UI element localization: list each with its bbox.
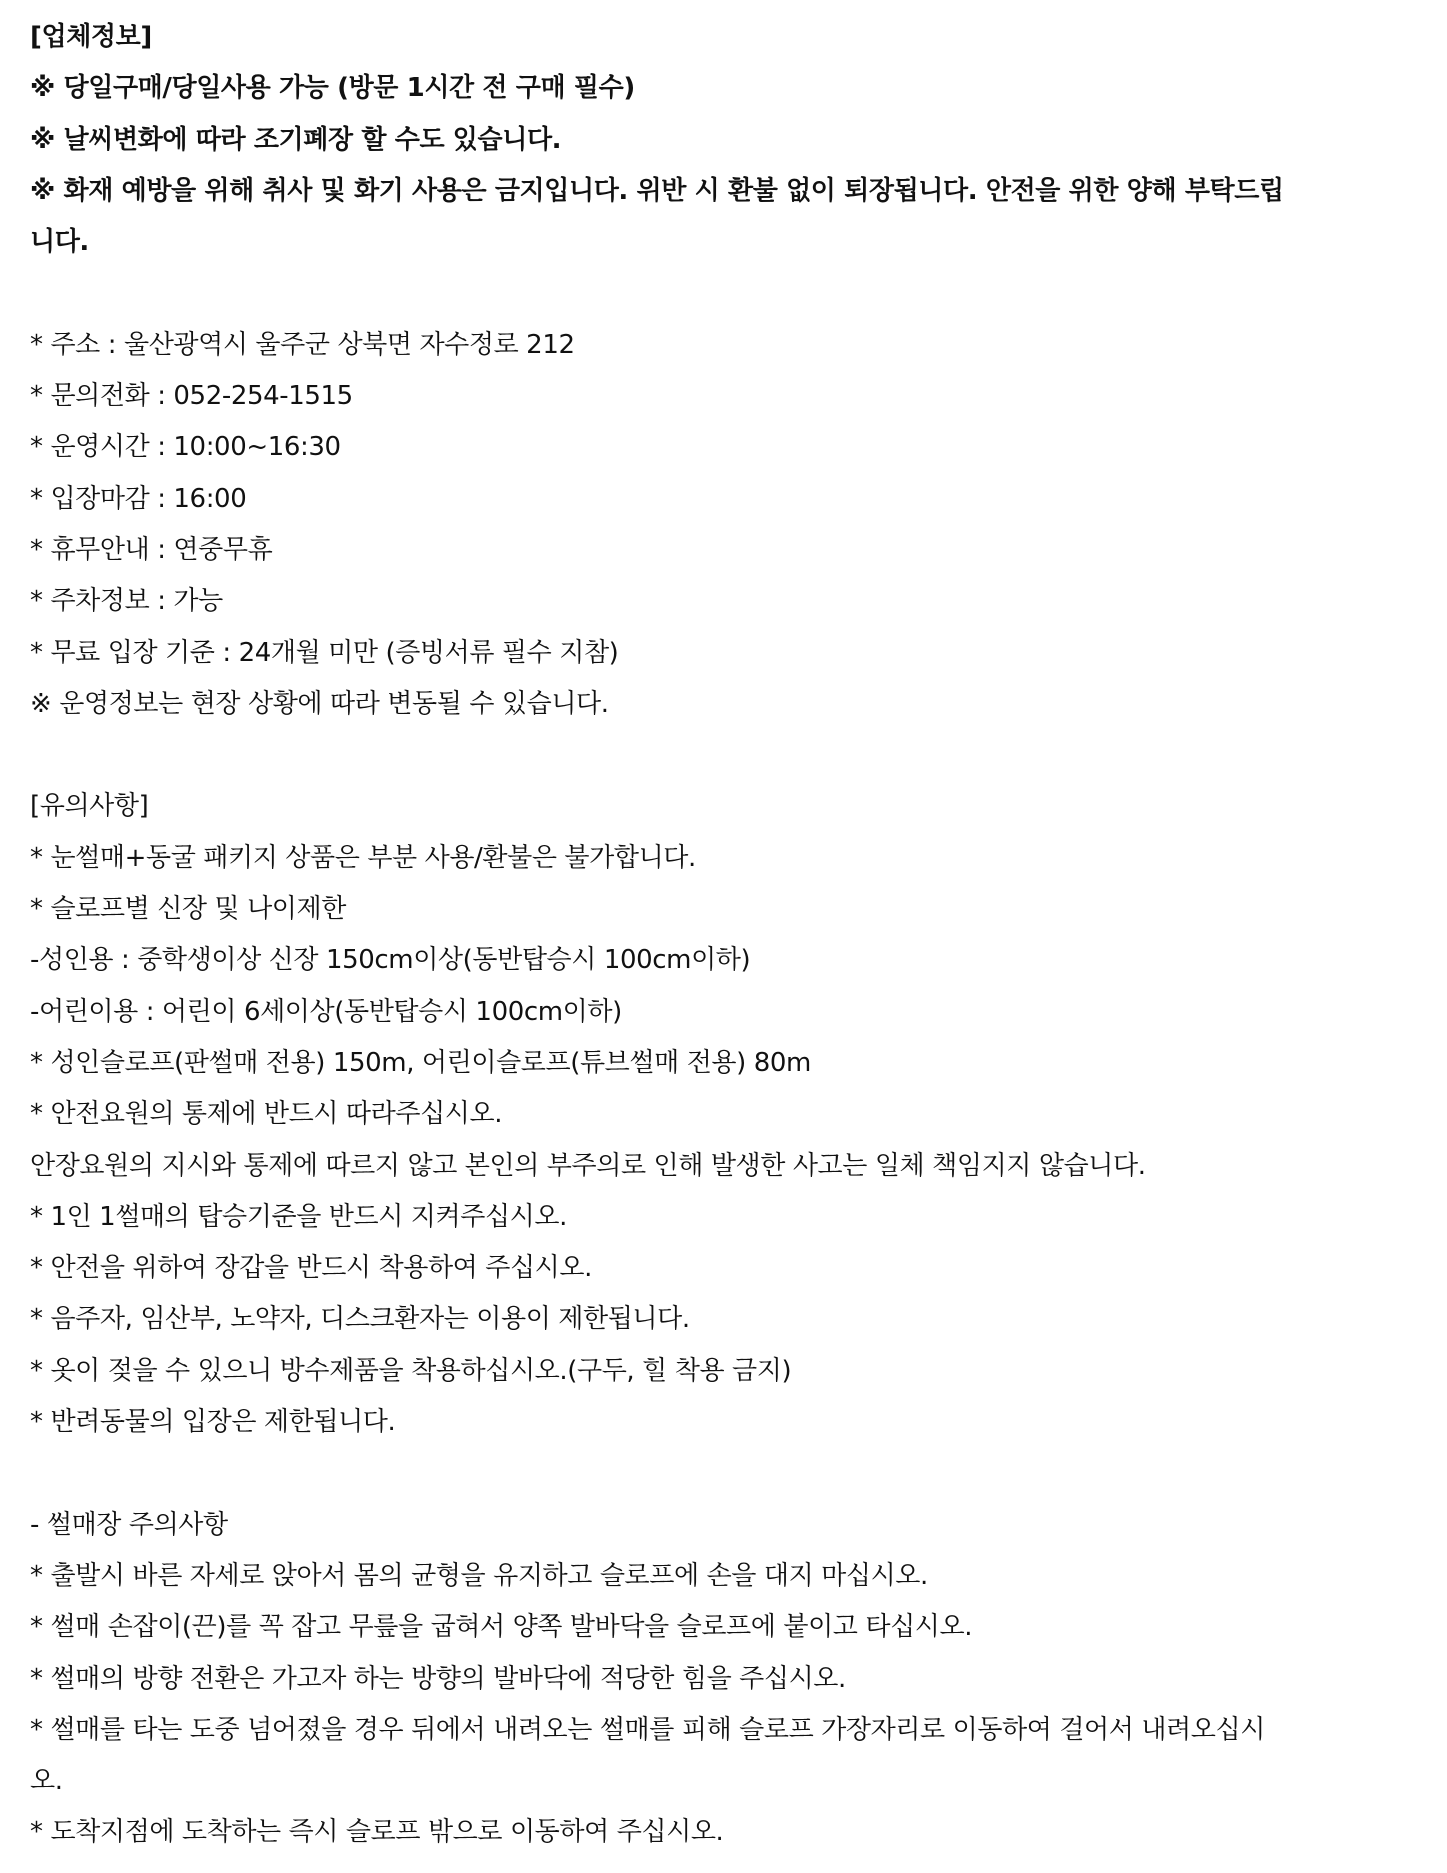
sled-precaution-line: * 썰매를 타는 도중 넘어졌을 경우 뒤에서 내려오는 썰매를 피해 슬로프 가장자리로 이동하여 걸어서 내려오십시 — [30, 1714, 1265, 1745]
sled-precaution-line: * 썰매 손잡이(끈)를 꼭 잡고 무릎을 굽혀서 양쪽 발바닥을 슬로프에 붙이고 타십시오. — [30, 1612, 973, 1643]
spacer — [30, 268, 1330, 319]
precaution-line: * 음주자, 임산부, 노약자, 디스크환자는 이용이 제한됩니다. — [30, 1304, 690, 1335]
precaution-line: * 안전요원의 통제에 반드시 따라주십시오. — [30, 1099, 503, 1130]
spacer — [30, 730, 1330, 781]
precaution-line: 안장요원의 지시와 통제에 따르지 않고 본인의 부주의로 인해 발생한 사고는 일체 책임지지 않습니다. — [30, 1150, 1146, 1181]
notice-line: ※ 날씨변화에 따라 조기폐장 할 수도 있습니다. — [30, 124, 562, 155]
section-header-precautions: [유의사항] — [30, 791, 149, 822]
info-line-notice: ※ 운영정보는 현장 상황에 따라 변동될 수 있습니다. — [30, 688, 609, 719]
section-header-sled-precautions: - 썰매장 주의사항 — [30, 1509, 228, 1540]
info-line-parking: * 주차정보 : 가능 — [30, 586, 223, 617]
notice-line: 니다. — [30, 227, 89, 258]
sled-precaution-line: * 도착지점에 도착하는 즉시 슬로프 밖으로 이동하여 주십시오. — [30, 1817, 724, 1848]
info-line-phone: * 문의전화 : 052-254-1515 — [30, 381, 353, 412]
precaution-line: * 성인슬로프(판썰매 전용) 150m, 어린이슬로프(튜브썰매 전용) 80m — [30, 1047, 811, 1078]
sled-precaution-line: 오. — [30, 1766, 63, 1797]
precaution-line: * 안전을 위하여 장갑을 반드시 착용하여 주십시오. — [30, 1253, 592, 1284]
info-line-address: * 주소 : 울산광역시 울주군 상북면 자수정로 212 — [30, 329, 575, 360]
precaution-line: * 슬로프별 신장 및 나이제한 — [30, 894, 346, 925]
section-header-company-info: [업체정보] — [30, 22, 152, 52]
document-body — [30, 12, 1330, 1859]
notice-line: ※ 당일구매/당일사용 가능 (방문 1시간 전 구매 필수) — [30, 73, 635, 104]
precaution-line: * 옷이 젖을 수 있으니 방수제품을 착용하십시오.(구두, 힐 착용 금지) — [30, 1355, 792, 1386]
sled-precaution-line: * 출발시 바른 자세로 앉아서 몸의 균형을 유지하고 슬로프에 손을 대지 마십시오. — [30, 1560, 928, 1591]
info-line-free-entry: * 무료 입장 기준 : 24개월 미만 (증빙서류 필수 지참) — [30, 637, 619, 668]
precaution-line: * 1인 1썰매의 탑승기준을 반드시 지켜주십시오. — [30, 1201, 567, 1232]
precaution-line: * 반려동물의 입장은 제한됩니다. — [30, 1407, 396, 1438]
notice-line: ※ 화재 예방을 위해 취사 및 화기 사용은 금지입니다. 위반 시 환불 없이 퇴장됩니다. 안전을 위한 양해 부탁드립 — [30, 175, 1284, 206]
precaution-line: * 눈썰매+동굴 패키지 상품은 부분 사용/환불은 불가합니다. — [30, 842, 696, 873]
spacer — [30, 1448, 1330, 1499]
precaution-line: -성인용 : 중학생이상 신장 150cm이상(동반탑승시 100cm이하) — [30, 945, 751, 976]
precaution-line: -어린이용 : 어린이 6세이상(동반탑승시 100cm이하) — [30, 996, 622, 1027]
info-line-entry-close: * 입장마감 : 16:00 — [30, 483, 247, 514]
info-line-hours: * 운영시간 : 10:00~16:30 — [30, 432, 341, 463]
info-line-holiday: * 휴무안내 : 연중무휴 — [30, 534, 273, 565]
sled-precaution-line: * 썰매의 방향 전환은 가고자 하는 방향의 발바닥에 적당한 힘을 주십시오. — [30, 1663, 846, 1694]
